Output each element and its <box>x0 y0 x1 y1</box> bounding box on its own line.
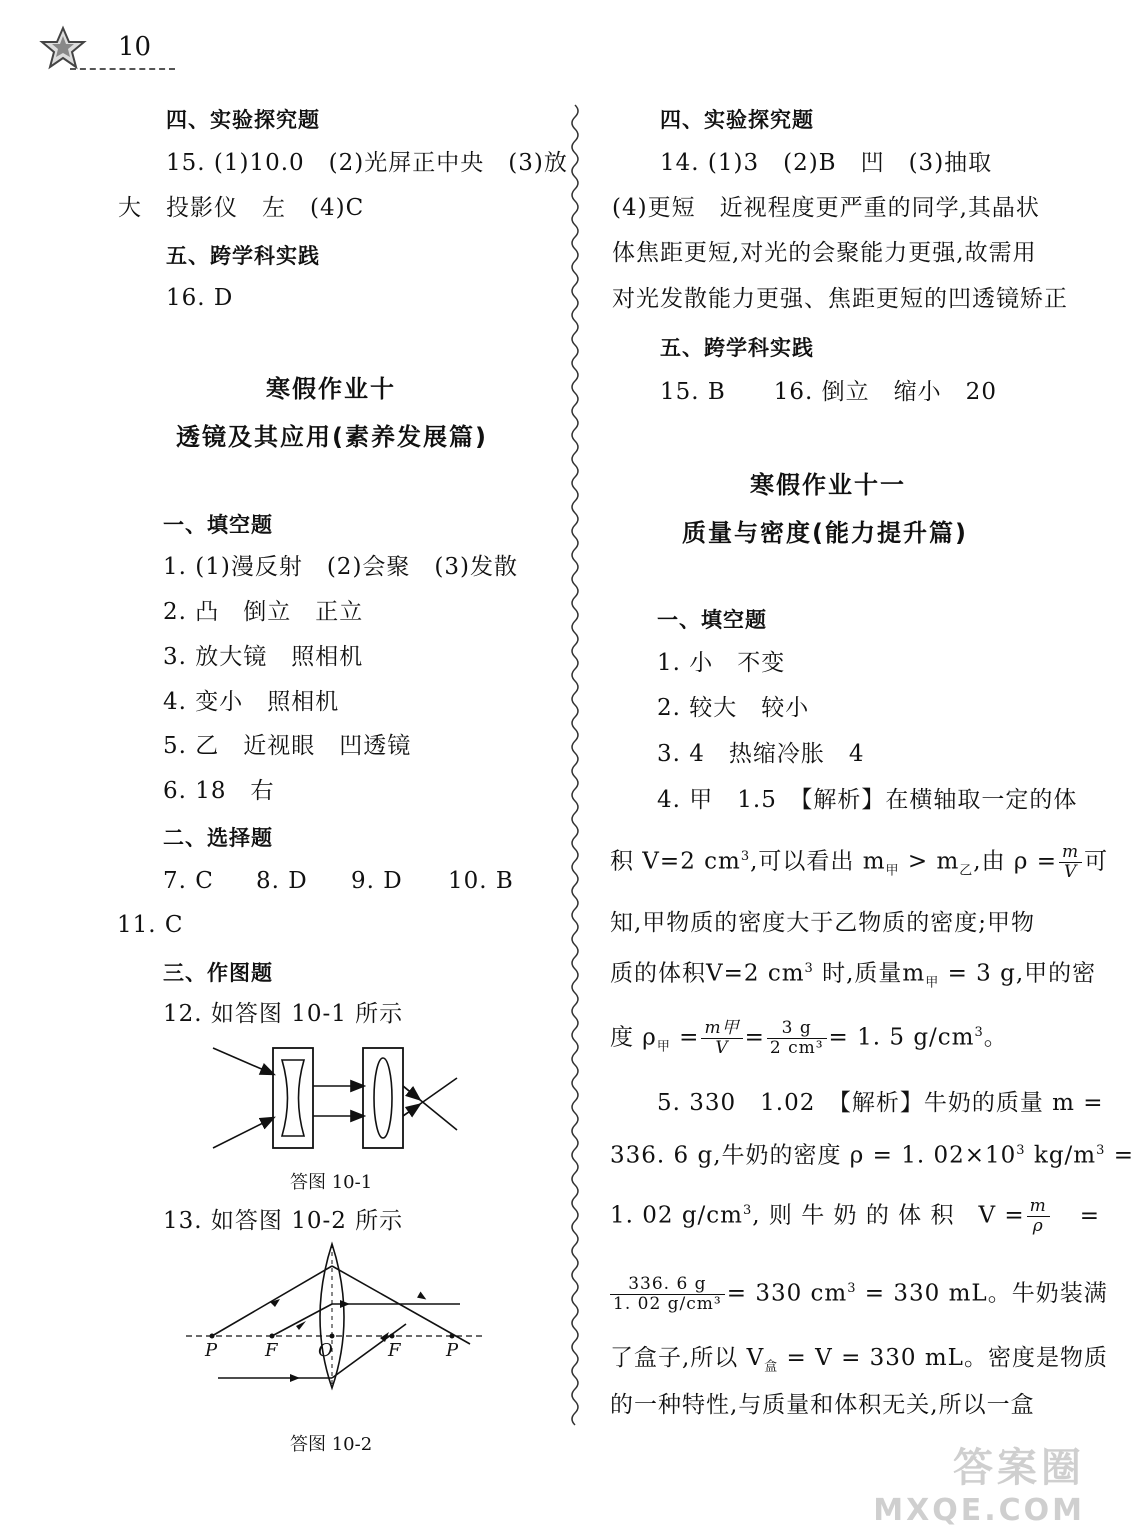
label-p-right: P <box>446 1340 459 1361</box>
column-divider <box>565 105 585 1425</box>
right-section-5-title: 五、跨学科实践 <box>660 336 814 360</box>
right-q4-line1: 4. 甲 1.5 【解析】在横轴取一定的体 <box>657 787 1078 813</box>
right-q5-line2: 336. 6 g,牛奶的密度 ρ = 1. $02\times 10^3$ $kg/m^3$ = <box>610 1142 1134 1169</box>
star-logo-icon <box>38 26 88 74</box>
label-f-right: F <box>388 1340 401 1361</box>
left-q7: 7. C <box>163 868 214 894</box>
figure-10-1-caption: 答图 10-1 <box>290 1172 373 1193</box>
left-q5: 5. 乙 近视眼 凹透镜 <box>163 733 412 759</box>
right-section-4-title: 四、实验探究题 <box>660 108 814 132</box>
page-number: 10 <box>118 32 152 62</box>
right-q4-line5: 度 $\rho_甲$ = $\frac{\text{m甲}}{V}$ = $\frac{3 g}{\text{2 cm³}}$ = 1. 5 $g/cm^3$。 <box>610 1018 1008 1059</box>
right-q5-line5: 了盒子,所以 $V_盒 = V = 330$ mL。密度是物质 <box>610 1345 1108 1375</box>
left-q12: 12. 如答图 10-1 所示 <box>163 1001 404 1027</box>
concave-lens-shape <box>282 1060 304 1136</box>
left-q2: 2. 凸 倒立 正立 <box>163 599 364 625</box>
right-section-1-title: 一、填空题 <box>657 608 767 632</box>
header-rule <box>70 68 175 70</box>
label-p-left: P <box>205 1340 218 1361</box>
right-q4-line4: 质的体积V=2 $cm^3$ 时,质量$m_甲 = 3$ g,甲的密 <box>610 960 1097 991</box>
right-q14-line2: (4)更短 近视程度更严重的同学,其晶状 <box>612 195 1040 221</box>
left-q4: 4. 变小 照相机 <box>163 689 340 715</box>
left-q10: 10. B <box>448 868 514 894</box>
right-unit-title: 寒假作业十一 <box>750 471 906 499</box>
left-q9: 9. D <box>351 868 403 894</box>
right-q5-line6: 的一种特性,与质量和体积无关,所以一盒 <box>610 1392 1035 1418</box>
right-q5-line1: 5. 330 1.02 【解析】牛奶的质量 m = <box>657 1090 1104 1116</box>
left-section-3-title: 三、作图题 <box>163 961 273 985</box>
left-q3: 3. 放大镜 照相机 <box>163 644 364 670</box>
right-q4-line2: 积 V=2 $cm^3$,可以看出 $m_甲 > m_乙$,由 ρ = $\frac{m}{V}$ 可 <box>610 842 1109 883</box>
watermark-logo: 答案圈 MXQE.COM <box>873 1445 1085 1528</box>
concave-lens-box <box>273 1048 313 1148</box>
right-q1: 1. 小 不变 <box>657 650 786 676</box>
right-q5-line3: 1. 02 $g/cm^3$, 则 牛 奶 的 体 积 V = $\frac{m}{\rho}$ = <box>610 1196 1101 1237</box>
right-unit-subtitle: 质量与密度(能力提升篇) <box>682 519 968 547</box>
convex-lens-shape <box>374 1058 392 1138</box>
left-section-5-title: 五、跨学科实践 <box>166 244 320 268</box>
right-q5-line4: $\frac{336. 6 g}{\text{1. 02 g/cm³}}$ = 330 $cm^3 = 330$ mL。牛奶装满 <box>608 1274 1108 1314</box>
right-q4-line3: 知,甲物质的密度大于乙物质的密度;甲物 <box>610 910 1036 936</box>
left-q8: 8. D <box>256 868 308 894</box>
label-o: O <box>318 1340 333 1361</box>
left-q11: 11. C <box>117 912 184 938</box>
left-q13: 13. 如答图 10-2 所示 <box>163 1208 404 1234</box>
left-q6: 6. 18 右 <box>163 778 275 804</box>
left-q16: 16. D <box>166 285 234 311</box>
left-q15-line1: 15. (1)10.0 (2)光屏正中央 (3)放 <box>166 150 568 176</box>
left-section-2-title: 二、选择题 <box>163 826 273 850</box>
right-q14-line3: 体焦距更短,对光的会聚能力更强,故需用 <box>612 240 1037 266</box>
label-f-left: F <box>265 1340 278 1361</box>
right-q2: 2. 较大 较小 <box>657 695 810 721</box>
figure-10-2 <box>180 1240 490 1390</box>
left-section-4-title: 四、实验探究题 <box>166 108 320 132</box>
right-q14-line4: 对光发散能力更强、焦距更短的凹透镜矫正 <box>612 286 1068 312</box>
left-section-1-title: 一、填空题 <box>163 513 273 537</box>
right-q3: 3. 4 热缩冷胀 4 <box>657 741 865 767</box>
convex-lens-box <box>363 1048 403 1148</box>
left-unit-title: 寒假作业十 <box>266 375 396 403</box>
right-q15-16: 15. B 16. 倒立 缩小 20 <box>660 379 997 405</box>
left-q1: 1. (1)漫反射 (2)会聚 (3)发散 <box>163 554 518 580</box>
left-unit-subtitle: 透镜及其应用(素养发展篇) <box>176 423 488 451</box>
figure-10-1 <box>205 1038 465 1158</box>
figure-10-2-caption: 答图 10-2 <box>290 1434 373 1455</box>
right-q14-line1: 14. (1)3 (2)B 凹 (3)抽取 <box>660 150 993 176</box>
left-q15-line2: 大 投影仪 左 (4)C <box>118 195 365 221</box>
